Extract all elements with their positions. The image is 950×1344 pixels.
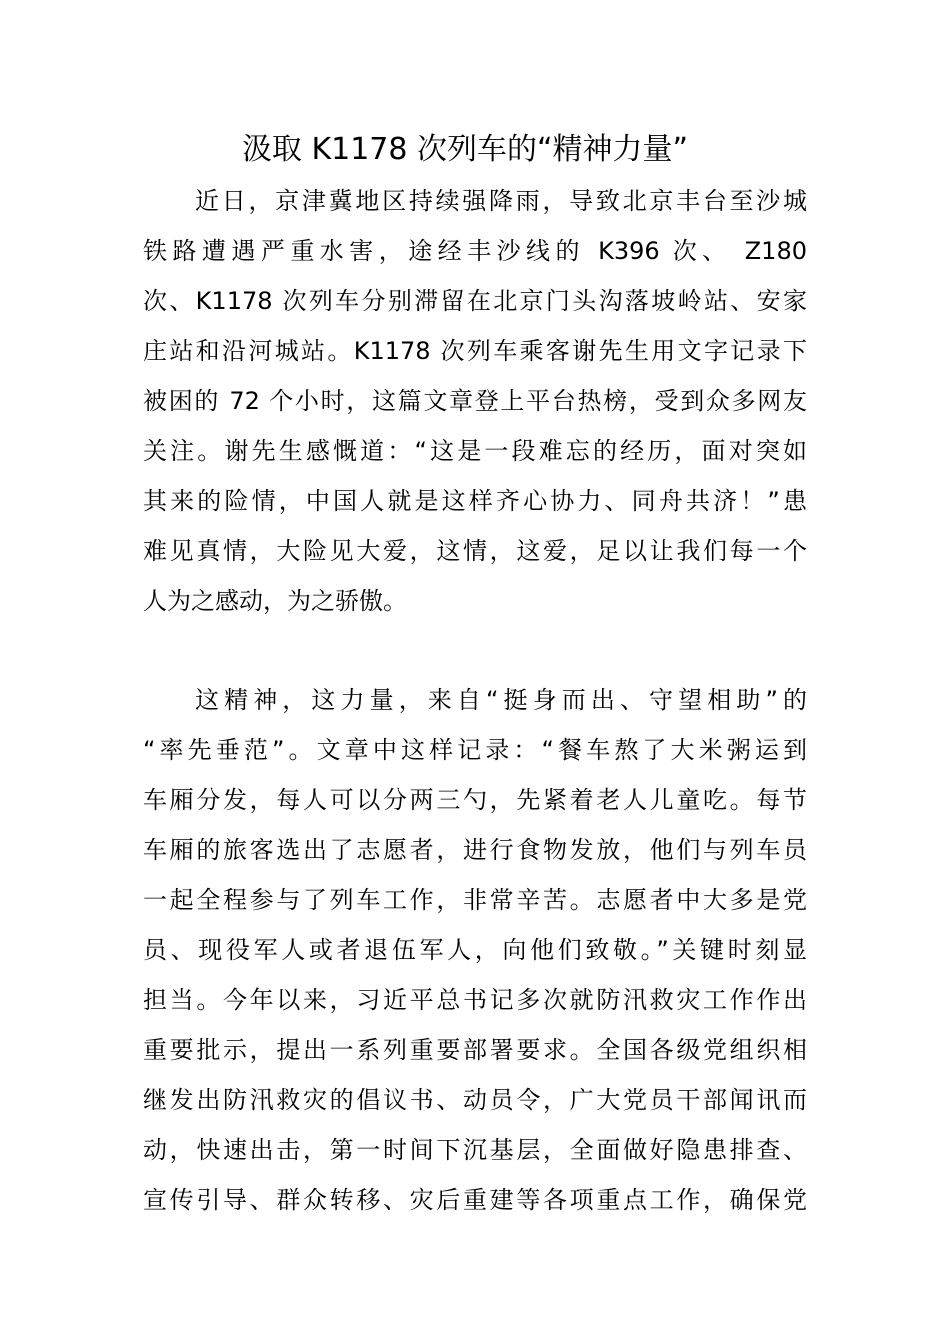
paragraph-1-line-2: 铁路遭遇严重水害，途经丰沙线的 K396 次、 Z180: [143, 237, 807, 265]
paragraph-1-line-6: 关注。谢先生感慨道：“这是一段难忘的经历，面对突如: [143, 437, 807, 465]
paragraph-2-line-11: 宣传引导、群众转移、灾后重建等各项重点工作，确保党: [143, 1186, 807, 1214]
paragraph-1-line-9: 人为之感动，为之骄傲。: [143, 587, 407, 615]
paragraph-2-line-1: 这精神，这力量，来自“挺身而出、守望相助”的: [195, 686, 807, 714]
paragraph-2-line-4: 车厢的旅客选出了志愿者，进行食物发放，他们与列车员: [143, 836, 807, 864]
paragraph-1-line-8: 难见真情，大险见大爱，这情，这爱，足以让我们每一个: [143, 537, 807, 565]
paragraph-1-line-7: 其来的险情，中国人就是这样齐心协力、同舟共济！”患: [143, 487, 807, 515]
document-title: 汲取 K1178 次列车的“精神力量”: [241, 132, 689, 167]
paragraph-1-line-5: 被困的 72 个小时，这篇文章登上平台热榜，受到众多网友: [143, 387, 807, 415]
paragraph-2-line-6: 员、现役军人或者退伍军人，向他们致敬。”关键时刻显: [143, 936, 807, 964]
paragraph-2-line-5: 一起全程参与了列车工作，非常辛苦。志愿者中大多是党: [143, 886, 807, 914]
paragraph-2-line-3: 车厢分发，每人可以分两三勺，先紧着老人儿童吃。每节: [143, 786, 807, 814]
paragraph-1-line-4: 庄站和沿河城站。K1178 次列车乘客谢先生用文字记录下: [143, 337, 807, 365]
paragraph-1-line-3: 次、K1178 次列车分别滞留在北京门头沟落坡岭站、安家: [143, 287, 807, 315]
paragraph-2-line-2: “率先垂范”。文章中这样记录：“餐车熬了大米粥运到: [143, 736, 807, 764]
paragraph-2-line-9: 继发出防汛救灾的倡议书、动员令，广大党员干部闻讯而: [143, 1086, 807, 1114]
paragraph-2-line-7: 担当。今年以来，习近平总书记多次就防汛救灾工作作出: [143, 986, 807, 1014]
paragraph-1-line-1: 近日，京津冀地区持续强降雨，导致北京丰台至沙城: [195, 187, 807, 215]
paragraph-2-line-10: 动，快速出击，第一时间下沉基层，全面做好隐患排查、: [143, 1136, 807, 1164]
paragraph-2-line-8: 重要批示，提出一系列重要部署要求。全国各级党组织相: [143, 1036, 807, 1064]
